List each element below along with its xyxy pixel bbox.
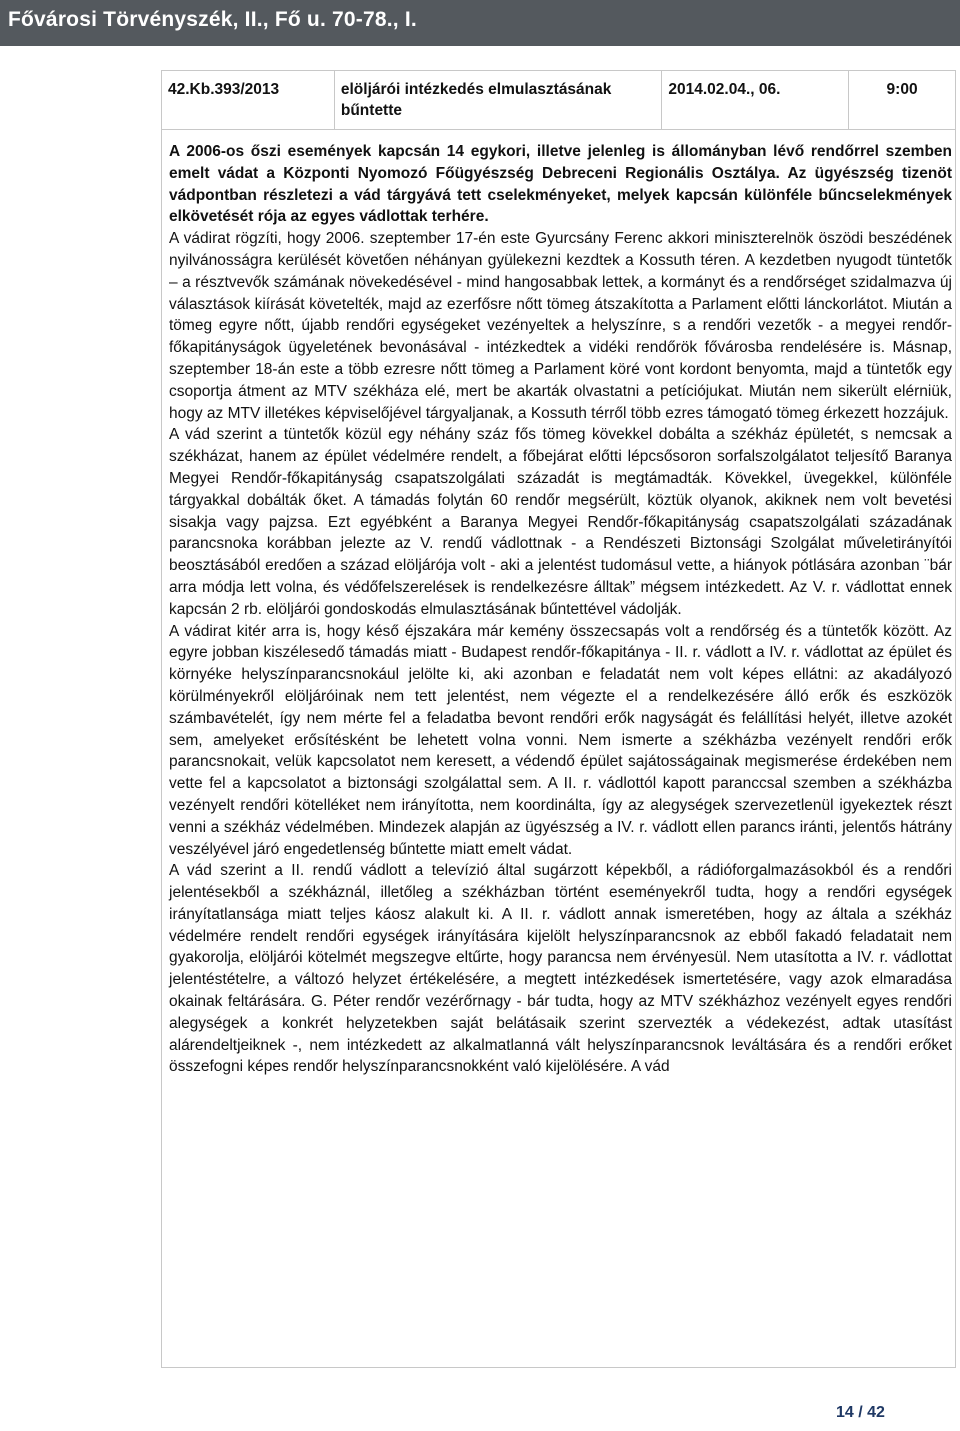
case-info-table: [161, 70, 956, 130]
page-number: 14 / 42: [836, 1404, 885, 1421]
indictment-paragraph-1: A vádirat rögzíti, hogy 2006. szeptember 17-én este Gyurcsány Ferenc akkori miniszterelnök öszödi beszédének nyilvánosságra kerülését követően néhányan gyülekezni kezdtek a Kossuth téren. A kezdetben nyugodt tüntetők – a résztvevők számának növekedésével - mind hangosabbak lettek, a kormányt és a rendőrséget szidalmazva új választások kiírását követelték, majd az ezerfősre nőtt tömeg átszakította a Parlament előtti lánckorlátot. Miután a tömeg egyre nőtt, újabb rendőri egységeket vezényeltek a helyszínre, s a rendőri vezetők - a megyei rendőr-főkapitányságok ügyeletének bevonásával - intézkedtek a vidéki rendőrök fővárosba rendelésére is. Másnap, szeptember 18-án este a több ezresre nőtt tömeg a Parlament köré vont kordont benyomta, majd a tüntetők egy csoportja átment az MTV székháza elé, mert be akarták olvastatni a petíciójukat. Miután nem sikerült elérniük, hogy az MTV illetékes képviselőjével tárgyaljanak, a Kossuth térről több ezres támogató tömeg érkezett hozzájuk.: [169, 230, 952, 422]
header-bar: [0, 0, 960, 46]
hearing-time: 9:00: [849, 71, 956, 130]
case-number: 42.Kb.393/2013: [162, 71, 335, 130]
case-info-row: [162, 71, 956, 130]
indictment-paragraph-2: A vád szerint a tüntetők közül egy néhány száz fős tömeg kövekkel dobálta a székház épületét, s nemcsak a székházat, hanem az épület védelmére rendelt, a főbejárat előtti lépcsősoron sorfalszolgálatot teljesítő Baranya Megyei Rendőr-főkapitányság csapatszolgálati századát is megtámadták. Kövekkel, üvegekkel, különféle tárgyakkal dobálták őket. A támadás folytán 60 rendőr megsérült, köztük olyanok, akiknek nem volt bevetési sisakja vagy pajzsa. Ezt egyébként a Baranya Megyei Rendőr-főkapitányság csapatszolgálati századának parancsnoka korábban jelezte az V. rendű vádlottnak - a Rendészeti Biztonsági Szolgálat műveletirányítói beosztásából eredően a század elöljárója volt - aki a jelentést tudomásul vette, a hiányok pótlására azonban ¨bár arra módja lett volna, és védőfelszerelések is rendelkezésre álltak” mégsem intézkedett. Az V. r. vádlottat ennek kapcsán 2 rb. elöljárói gondoskodás elmulasztásának bűntettével vádolják.: [169, 426, 952, 618]
case-description: [169, 141, 952, 1078]
case-offense: elöljárói intézkedés elmulasztásának bűntette: [334, 71, 662, 130]
hearing-date: 2014.02.04., 06.: [662, 71, 849, 130]
indictment-paragraph-4: A vád szerint a II. rendű vádlott a televízió által sugárzott képekből, a rádióforgalmazásokból és a rendőri jelentésekből a székháznál, illetőleg a székházban történt eseményekről tudta, hogy a rendőri egységek irányítatlansága miatt teljes káosz alakult ki. A II. r. vádlott annak ismeretében, hogy az általa a székház védelmére rendelt rendőri egységek irányítására kijelölt helyszínparancsnok az ebből fakadó feladatait nem gyakorolja, elöljárói kötelmét megszegve eltűrte, hogy parancsa nem érvényesül. Nem utasította a IV. r. vádlottat jelentéstételre, a változó helyzet értékelésére, a megtett intézkedések ismertetésére, vagy azok elmaradása okainak feltárására. G. Péter rendőr vezérőrnagy - bár tudta, hogy az MTV székházhoz vezényelt egyes rendőri alegységek a konkrét helyzetekben saját belátásaik szerint szervezték a védekezést, adtak utasítást alárendeltjeiknek -, nem intézkedett az alkalmatlanná vált helyszínparancsnok leváltására és a rendőri erőket összefogni képes rendőr helyszínparancsnokként való kijelölésére. A vád: [169, 862, 952, 1076]
indictment-paragraph-3: A vádirat kitér arra is, hogy késő éjszakára már kemény összecsapás volt a rendőrség és a tüntetők között. Az egyre jobban kiszélesedő támadás miatt - Budapest rendőr-főkapitánya - II. r. vádlott a IV. r. vádlottat az épület és környéke helyszínparancsnokául jelölte ki, aki azonban e feladatát nem volt képes ellátni: az akadályozó körülményekről elöljáróinak nem tett jelentést, nem végezte el a rendelkezésére álló erők és eszközök számbavételét, így nem mérte fel a feladatba bevont rendőri erők nagyságát és felállítási helyét, illetve azokét sem, amelyeket erősítésként be lehetett volna vonni. Nem ismerte a székházba vezényelt rendőri erők parancsnokait, velük kapcsolatot nem keresett, a védendő épület sajátosságainak megismerése érdekében nem vette fel a kapcsolatot a biztonsági szolgálattal sem. A II. r. vádlottól kapott paranccsal szemben a székházba vezényelt rendőri kötelléket nem irányította, nem koordinálta, így az alegységek szervezetlenül igyekeztek részt venni a székház védelmében. Mindezek alapján az ügyészség a IV. r. vádlott ellen parancs iránti, jelentős hátrány veszélyével járó engedetlenség bűntette miatt emelt vádat.: [169, 622, 952, 858]
court-address-title: Fővárosi Törvényszék, II., Fő u. 70-78., I.: [8, 8, 417, 31]
summary-paragraph: A 2006-os őszi események kapcsán 14 egykori, illetve jelenleg is állományban lévő rendőrrel szemben emelt vádat a Központi Nyomozó Főügyészség Debreceni Regionális Osztálya. Az ügyészség tizenöt vádpontban részletezi a vád tárgyává tett cselekményeket, melyek kapcsán különféle bűncselekmények elkövetését rója az egyes vádlottak terhére.: [169, 143, 952, 226]
